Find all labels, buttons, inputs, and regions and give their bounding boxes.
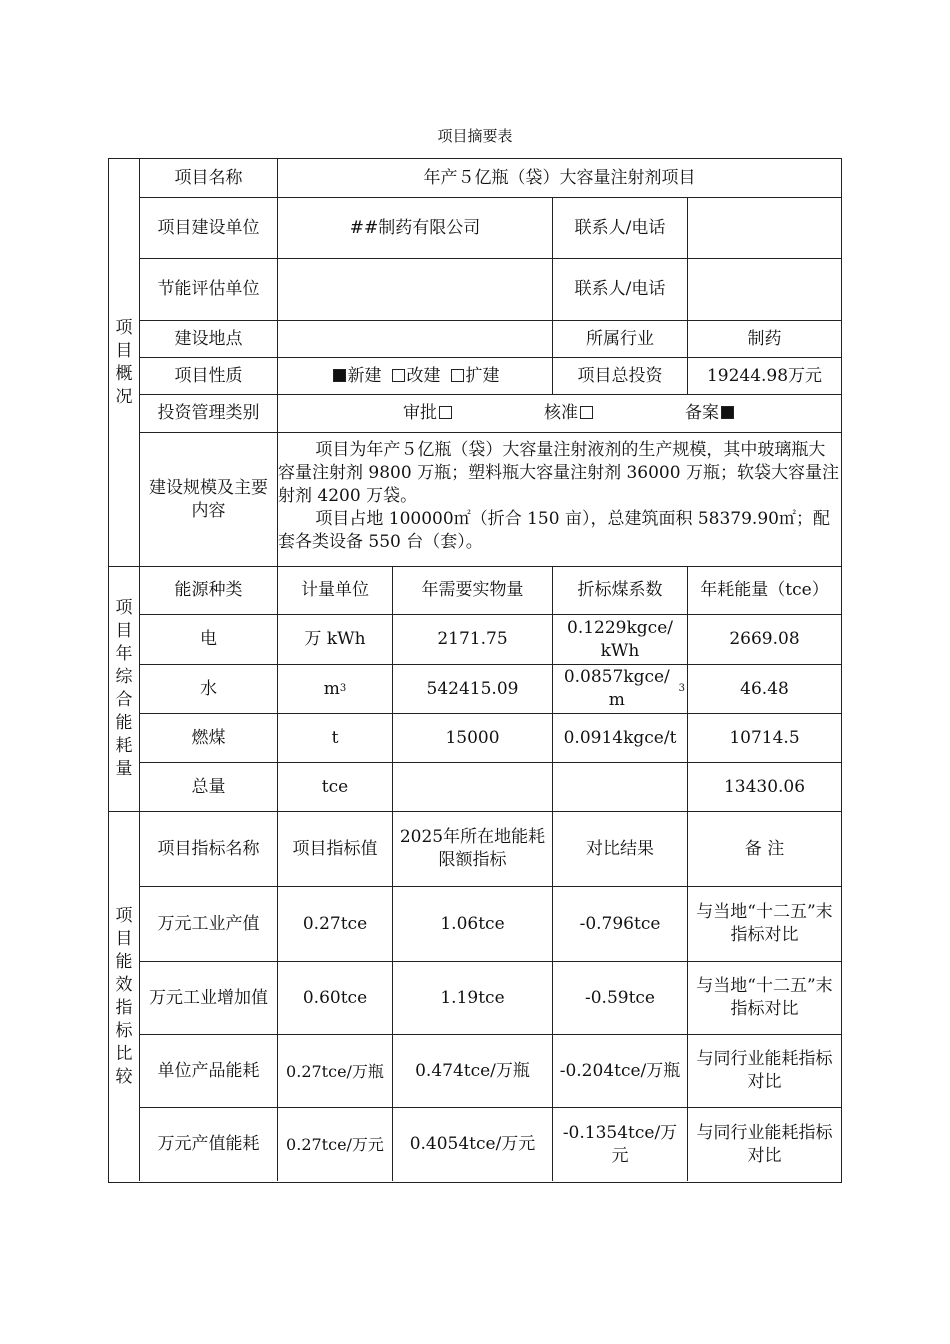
efficiency-header-result: 对比结果 [553,812,688,887]
investment-value: 19244.98万元 [688,358,841,395]
energy-header-tce: 年耗能量（tce） [688,567,841,615]
energy-header-factor: 折标煤系数 [553,567,688,615]
site-value [278,321,553,358]
unchecked-box-icon [392,369,405,382]
efficiency-name: 单位产品能耗 [140,1035,278,1108]
energy-header-qty: 年需要实物量 [393,567,553,615]
scope-paragraph-1: 项目为年产５亿瓶（袋）大容量注射液剂的生产规模，其中玻璃瓶大容量注射剂 9800 万瓶；塑料瓶大容量注射剂 36000 万瓶；软袋大容量注射剂 4200 万袋。 [278,440,839,506]
efficiency-note: 与同行业能耗指标对比 [696,1122,833,1166]
efficiency-value: 0.60tce [278,962,393,1035]
mgmt-option-verify: 核准 [544,402,595,425]
efficiency-result: -0.1354tce/万元 [553,1108,688,1181]
energy-header-unit: 计量单位 [278,567,393,615]
page-title: 项目摘要表 [437,127,513,145]
builder-label: 项目建设单位 [140,198,278,259]
energy-unit: tce [278,763,393,812]
assessor-contact-label: 联系人/电话 [553,259,688,321]
energy-unit: m 3 [278,665,393,714]
checked-box-icon [721,406,734,419]
industry-label: 所属行业 [553,321,688,358]
efficiency-limit: 1.19tce [393,962,553,1035]
energy-qty: 542415.09 [393,665,553,714]
summary-table [108,158,842,1183]
energy-tce: 13430.06 [688,763,841,812]
energy-factor [553,763,688,812]
scope-paragraph-2: 项目占地 100000㎡（折合 150 亩），总建筑面积 58379.90㎡；配套各类设备 550 台（套）。 [278,509,830,552]
assessor-label: 节能评估单位 [140,259,278,321]
overview-section-label: 项 目 概 况 [109,159,140,567]
energy-header-type: 能源种类 [140,567,278,615]
project-name-label: 项目名称 [140,159,278,198]
energy-factor: 0.1229kgce/kWh [553,615,688,665]
efficiency-header-note: 备 注 [688,812,841,887]
efficiency-name: 万元工业产值 [140,887,278,962]
builder-contact-value [688,198,841,259]
energy-type: 水 [140,665,278,714]
efficiency-header-value: 项目指标值 [278,812,393,887]
energy-factor: 0.0857kgce/ m 3 [553,665,688,714]
efficiency-section-label: 项 目 能 效 指 标 比 较 [109,812,140,1181]
assessor-value [278,259,553,321]
energy-type: 燃煤 [140,714,278,763]
nature-label: 项目性质 [140,358,278,395]
energy-tce: 10714.5 [688,714,841,763]
efficiency-value: 0.27tce [278,887,393,962]
mgmt-options [278,395,841,433]
site-label: 建设地点 [140,321,278,358]
energy-unit: 万 kWh [278,615,393,665]
investment-label: 项目总投资 [553,358,688,395]
efficiency-note: 与当地“十二五”末指标对比 [688,962,841,1035]
efficiency-result: -0.796tce [553,887,688,962]
mgmt-option-approval: 审批 [403,402,454,425]
energy-tce: 46.48 [688,665,841,714]
builder-contact-label: 联系人/电话 [553,198,688,259]
efficiency-header-name: 项目指标名称 [140,812,278,887]
energy-type: 电 [140,615,278,665]
mgmt-option-filing: 备案 [685,402,736,425]
efficiency-value: 0.27tce/万瓶 [278,1035,393,1108]
energy-qty: 15000 [393,714,553,763]
energy-unit: t [278,714,393,763]
energy-factor: 0.0914kgce/t [553,714,688,763]
unchecked-box-icon [580,406,593,419]
efficiency-name: 万元工业增加值 [140,962,278,1035]
efficiency-value: 0.27tce/万元 [278,1108,393,1181]
assessor-contact-value [688,259,841,321]
scope-value [278,433,841,567]
efficiency-note: 与当地“十二五”末指标对比 [688,887,841,962]
energy-qty [393,763,553,812]
nature-option-rebuild: 改建 [390,365,441,388]
energy-section-label: 项 目 年 综 合 能 耗 量 [109,567,140,812]
efficiency-header-limit: 2025年所在地能耗限额指标 [393,812,553,887]
scope-label: 建设规模及主要内容 [140,433,278,567]
efficiency-name: 万元产值能耗 [140,1108,278,1181]
nature-option-expand: 扩建 [449,365,500,388]
unchecked-box-icon [439,406,452,419]
efficiency-note: 与同行业能耗指标对比 [688,1035,841,1108]
industry-value: 制药 [688,321,841,358]
efficiency-result: -0.59tce [553,962,688,1035]
builder-value: ##制药有限公司 [278,198,553,259]
energy-tce: 2669.08 [688,615,841,665]
efficiency-limit: 0.4054tce/万元 [393,1108,553,1181]
energy-type: 总量 [140,763,278,812]
mgmt-label: 投资管理类别 [140,395,278,433]
checked-box-icon [333,369,346,382]
energy-qty: 2171.75 [393,615,553,665]
efficiency-limit: 1.06tce [393,887,553,962]
efficiency-limit: 0.474tce/万瓶 [393,1035,553,1108]
nature-option-new: 新建 [331,365,382,388]
project-name-value: 年产５亿瓶（袋）大容量注射剂项目 [278,159,841,198]
unchecked-box-icon [451,369,464,382]
efficiency-result: -0.204tce/万瓶 [553,1035,688,1108]
nature-options [278,358,553,395]
